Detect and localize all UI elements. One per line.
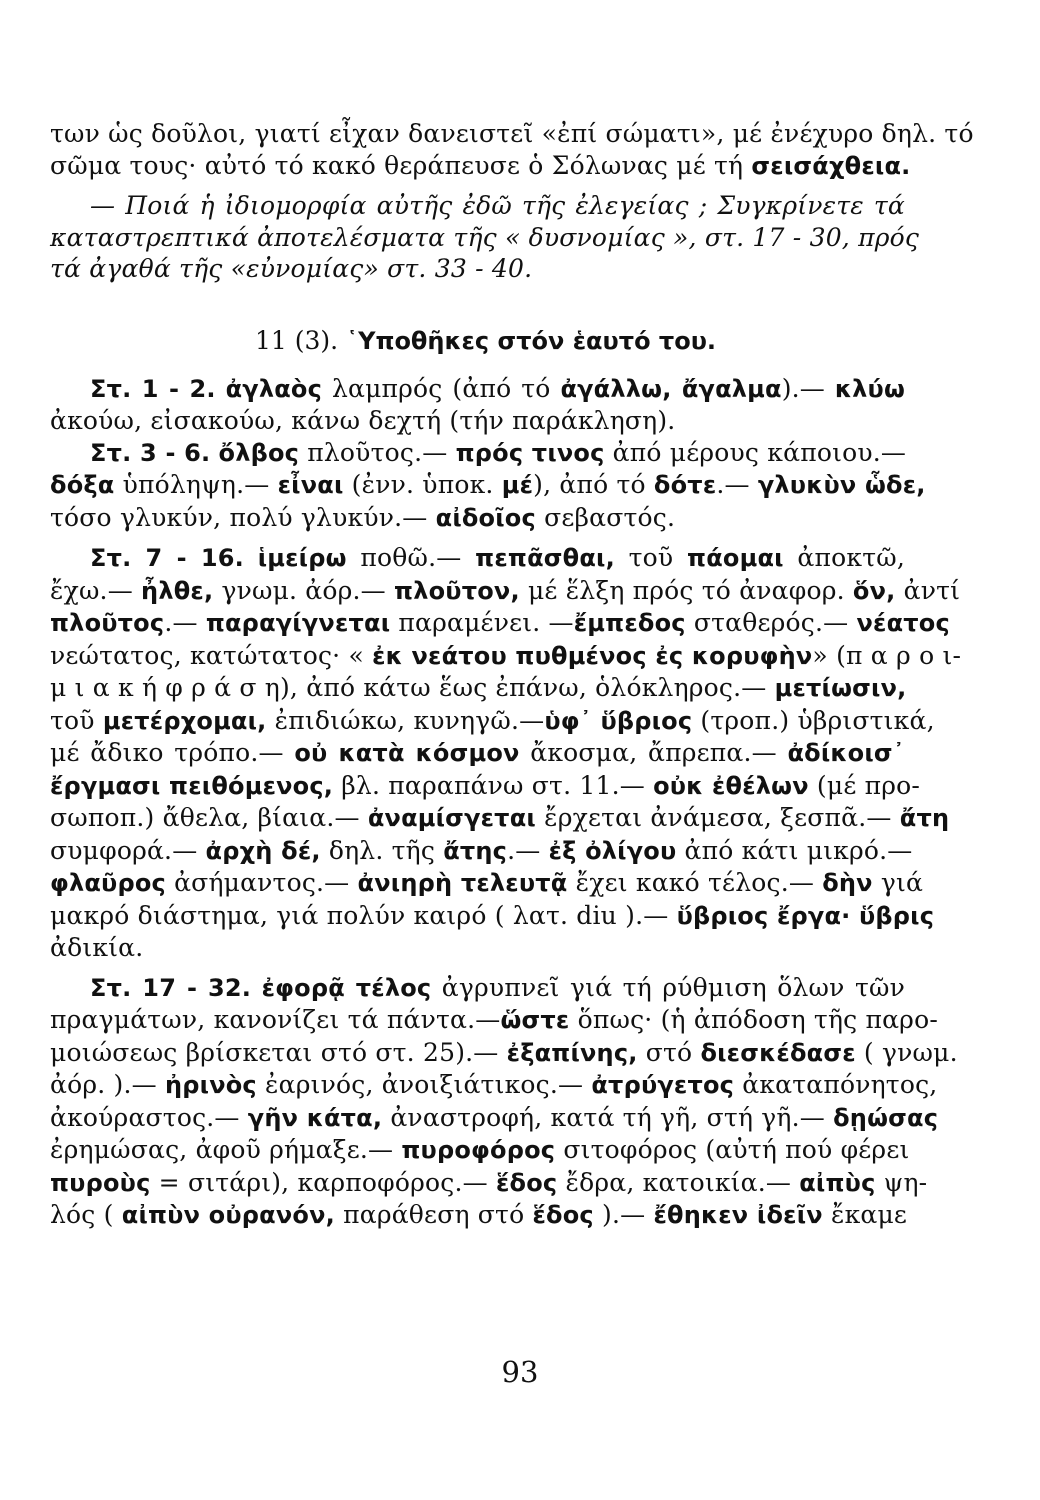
- bold-term: ὕβριος ἔργα· ὕβρις: [676, 901, 935, 930]
- text-run: σῶμα τους· αὐτό τό κακό θεράπευσε ὁ Σόλωνας μέ τή: [50, 150, 744, 180]
- bold-term: ἀτρύγετος: [591, 1071, 735, 1099]
- text-run: ), ἀπό τό: [533, 470, 654, 499]
- text-line: [50, 405, 905, 437]
- bold-term: δόξα: [50, 471, 115, 499]
- bold-term: ἔμπεδος: [573, 609, 686, 637]
- text-run: (ἐνν. ὑποκ.: [343, 470, 502, 499]
- text-run: καταστρεπτικά ἀποτελέσματα τῆς « δυσνομίας », στ. 17 - 30, πρός: [50, 222, 920, 252]
- bold-term: ἔθηκεν ἰδεῖν: [653, 1201, 823, 1229]
- text-line: [50, 1069, 938, 1102]
- bold-term: ἕδος: [532, 1201, 594, 1229]
- bold-term: ἐξ ὀλίγου: [548, 836, 677, 865]
- text-run: τά ἀγαθά τῆς «εὐνομίας» στ. 33 - 40.: [50, 254, 533, 283]
- text-run: παράθεση στό: [334, 1200, 533, 1229]
- bold-term: κλύω: [834, 374, 906, 403]
- bold-term: αἰδοῖος: [435, 503, 536, 532]
- text-run: τοῦ: [50, 705, 103, 735]
- text-run: σωποπ.) ἄθελα, βίαια.—: [50, 803, 368, 832]
- bold-term: ἄτης: [443, 836, 508, 865]
- text-run: λαμπρός (ἀπό τό: [322, 373, 561, 403]
- verse-ref: Στ. 1 - 2.: [90, 374, 216, 403]
- bold-term: οὐ κατὰ κόσμον: [294, 739, 520, 767]
- text-run: ἔδρα, κατοικία.—: [557, 1167, 800, 1197]
- text-run: ἀκούραστος.—: [50, 1102, 248, 1132]
- bold-term: νέατος: [856, 609, 950, 637]
- bold-term: πλοῦτον,: [394, 576, 520, 605]
- verse-ref: Στ. 3 - 6.: [90, 438, 211, 467]
- text-run: ἐαρινός, ἀνοιξιάτικος.—: [256, 1070, 592, 1099]
- bold-term: πάομαι: [687, 544, 784, 572]
- text-run: λός (: [50, 1200, 122, 1229]
- bold-term: παραγίγνεται: [205, 609, 391, 637]
- text-run: ποθῶ.—: [346, 543, 476, 572]
- text-run: » (π α ρ ο ι-: [812, 640, 962, 670]
- text-run: ( γνωμ.: [855, 1037, 958, 1067]
- bold-term: ἐκ νεάτου πυθμένος ἐς κορυφὴν: [372, 641, 813, 670]
- bold-term: ἔργμασι πειθόμενος,: [50, 771, 334, 800]
- text-run: ἔκαμε: [822, 1200, 908, 1229]
- bold-term: ἠρινὸς: [164, 1071, 257, 1099]
- text-line: [50, 802, 950, 835]
- bold-term: εἶναι: [277, 471, 344, 499]
- text-run: ἔχει κακό τέλος.—: [567, 868, 823, 897]
- text-run: ἀπό μέρους κάποιου.—: [604, 437, 907, 467]
- text-line: [50, 607, 950, 640]
- bold-term: μετίωσιν,: [774, 674, 907, 702]
- bold-term: ἐφορᾷ τέλος: [261, 973, 432, 1002]
- bold-term: πλοῦτος: [50, 609, 165, 637]
- text-run: σεβαστός.: [535, 502, 676, 532]
- text-run: παραμένει. —: [390, 608, 574, 637]
- bold-term: αἰπὺς: [799, 1168, 876, 1197]
- text-line: [50, 900, 935, 933]
- bold-term: ὥστε: [500, 1006, 570, 1034]
- question-line: [50, 222, 920, 254]
- bold-term: οὐκ ἐθέλων: [653, 771, 809, 800]
- bold-term: ὅν,: [852, 576, 896, 605]
- text-run: συμφορά.—: [50, 835, 206, 865]
- text-line: [50, 640, 962, 673]
- bold-term: γῆν κάτα,: [247, 1103, 383, 1132]
- text-run: νεώτατος, κατώτατος· «: [50, 640, 373, 670]
- text-line: [50, 502, 905, 535]
- section-number: 11 (3).: [255, 325, 339, 355]
- bold-term: πυροφόρος: [401, 1136, 556, 1164]
- text-run: ).—: [781, 373, 835, 403]
- bold-term: γλυκὺν ὧδε,: [757, 471, 926, 499]
- text-run: = σιτάρι), καρποφόρος.—: [150, 1167, 496, 1197]
- bold-term: ἄτη: [899, 804, 950, 832]
- bold-term: ἀνιηρὴ τελευτᾷ: [357, 869, 568, 897]
- text-line: [50, 672, 905, 705]
- text-run: ἀκούω, εἰσακούω, κάνω δεχτή (τήν παράκληση).: [50, 406, 676, 435]
- text-line: [50, 150, 911, 183]
- text-run: σταθερός.—: [685, 608, 857, 637]
- text-run: των ὡς δοῦλοι, γιατί εἶχαν δανειστεῖ «ἐπί σώματι», μέ ἐνέχυρο δηλ. τό: [50, 119, 974, 148]
- text-run: ἐπιδιώκω, κυνηγῶ.—: [266, 705, 545, 735]
- bold-term: ἦλθε,: [141, 576, 214, 605]
- text-run: δηλ. τῆς: [320, 835, 444, 865]
- text-run: βλ. παραπάνω στ. 11.—: [333, 770, 654, 800]
- bold-term: πυροὺς: [50, 1168, 151, 1197]
- bold-term: ἕδος: [495, 1168, 558, 1197]
- text-line: [50, 705, 935, 738]
- text-run: ψη-: [875, 1167, 928, 1197]
- text-run: ἀντί: [895, 575, 961, 605]
- text-run: ἄκοσμα, ἄπρεπα.—: [519, 738, 788, 767]
- section-heading: [50, 325, 905, 357]
- text-run: ἀόρ. ).—: [50, 1070, 165, 1099]
- text-run: ἀδικία.: [50, 933, 144, 962]
- text-run: .—: [164, 608, 206, 637]
- section-title: ῾Υποθῆκες στόν ἑαυτό του.: [346, 326, 717, 355]
- text-run: σιτοφόρος (αὐτή πού φέρει: [555, 1135, 910, 1164]
- bold-term: φλαῦρος: [50, 869, 166, 897]
- text-line: [50, 1199, 908, 1232]
- bold-term: δῃώσας: [833, 1103, 939, 1132]
- text-run: πλοῦτος.—: [299, 437, 456, 467]
- verse-ref: Στ. 17 - 32.: [90, 973, 252, 1002]
- text-run: γιά: [872, 868, 924, 897]
- text-line: [50, 1102, 939, 1135]
- text-run: ὑπόληψη.—: [114, 470, 278, 499]
- text-line: [50, 932, 905, 964]
- text-run: μακρό διάστημα, γιά πολύν καιρό ( λατ. diu ).—: [50, 900, 677, 930]
- text-run: ἀσήμαντος.—: [165, 868, 358, 897]
- bold-term: ἐξαπίνης,: [506, 1038, 638, 1067]
- text-run: ).—: [593, 1200, 654, 1229]
- text-run: .—: [716, 470, 758, 499]
- text-line: [50, 437, 905, 470]
- bold-term: ἀγλαὸς: [225, 374, 323, 403]
- verse-ref: Στ. 7 - 16.: [90, 544, 244, 572]
- text-line: [50, 542, 905, 575]
- text-line: [50, 972, 905, 1005]
- text-line: [50, 373, 905, 406]
- text-line: [50, 737, 905, 770]
- question-line: [50, 190, 905, 222]
- text-run: γνωμ. ἀόρ.—: [213, 575, 395, 605]
- text-run: ἀκαταπόνητος,: [734, 1070, 938, 1099]
- text-run: ἀναστροφή, κατά τή γῆ, στή γῆ.—: [382, 1102, 834, 1132]
- text-line: [50, 835, 913, 868]
- text-run: ἀποκτῶ,: [783, 543, 905, 572]
- text-line: [50, 1134, 910, 1167]
- bold-term: πεπᾶσθαι,: [475, 544, 615, 572]
- bold-term: αἰπὺν οὐρανόν,: [121, 1201, 335, 1229]
- text-line: [50, 1037, 958, 1070]
- bold-term: ἱμείρω: [257, 544, 347, 572]
- text-run: — Ποιά ἡ ἰδιομορφία αὐτῆς ἐδῶ τῆς ἐλεγείας ; Συγκρίνετε τά: [90, 191, 905, 220]
- bold-term: μετέρχομαι,: [102, 706, 267, 735]
- bold-term: σεισάχθεια.: [751, 151, 911, 180]
- text-run: (μέ προ-: [808, 770, 921, 800]
- bold-term: μέ: [501, 471, 534, 499]
- bold-term: δότε: [653, 471, 717, 499]
- text-run: τόσο γλυκύν, πολύ γλυκύν.—: [50, 502, 436, 532]
- bold-term: πρός τινος: [455, 438, 605, 467]
- bold-term: διεσκέδασε: [700, 1038, 856, 1067]
- page-number: 93: [501, 1355, 539, 1389]
- text-run: στό: [637, 1037, 701, 1067]
- text-run: τοῦ: [614, 543, 688, 572]
- bold-term: ἀγάλλω, ἄγαλμα: [560, 374, 782, 403]
- text-run: μέ ἄδικο τρόπο.—: [50, 738, 295, 767]
- question-line: [50, 253, 905, 285]
- text-run: ἔρχεται ἀνάμεσα, ξεσπᾶ.—: [535, 803, 900, 832]
- text-run: ὅπως· (ἡ ἀπόδοση τῆς παρο-: [569, 1005, 938, 1034]
- text-run: (τροπ.) ὑβριστικά,: [692, 705, 935, 735]
- text-run: πραγμάτων, κανονίζει τά πάντα.—: [50, 1005, 501, 1034]
- page-body: [50, 118, 974, 1232]
- bold-term: ἀναμίσγεται: [367, 804, 536, 832]
- text-line: [50, 1004, 938, 1037]
- text-line: [50, 469, 926, 502]
- bold-term: ἀδίκοισ᾿: [787, 739, 905, 767]
- text-line: [50, 1167, 928, 1200]
- bold-term: δὴν: [822, 869, 873, 897]
- text-run: ἔχω.—: [50, 575, 142, 605]
- text-line: [50, 867, 924, 900]
- bold-term: ἀρχὴ δέ,: [205, 836, 321, 865]
- text-line: [50, 770, 921, 803]
- text-run: ἐρημώσας, ἀφοῦ ρήμαξε.—: [50, 1135, 402, 1164]
- text-run: μ ι α κ ή φ ρ ά σ η), ἀπό κάτω ἕως ἐπάνω, ὁλόκληρος.—: [50, 673, 775, 702]
- text-line: [50, 575, 961, 608]
- bold-term: ὄλβος: [218, 438, 300, 467]
- text-run: ἀπό κάτι μικρό.—: [676, 835, 913, 865]
- text-run: μοιώσεως βρίσκεται στό στ. 25).—: [50, 1037, 507, 1067]
- text-run: ἀγρυπνεῖ γιά τή ρύθμιση ὅλων τῶν: [431, 972, 905, 1002]
- text-run: .—: [507, 835, 549, 865]
- text-run: μέ ἕλξη πρός τό ἀναφορ.: [519, 575, 853, 605]
- bold-term: ὑφ᾿ ὕβριος: [544, 706, 693, 735]
- text-line: [50, 118, 974, 150]
